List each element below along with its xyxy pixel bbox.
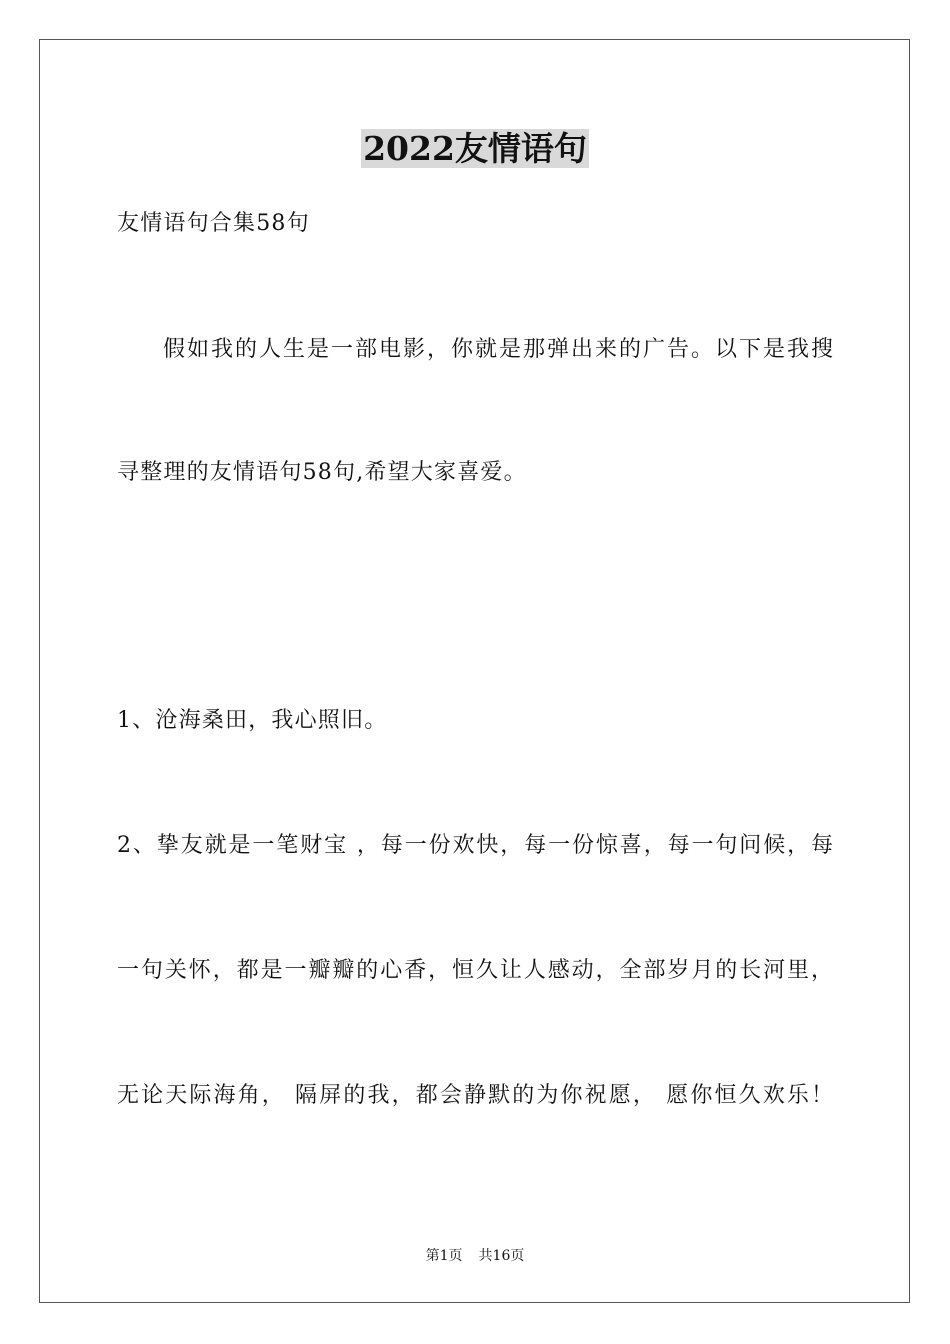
list-item-2-line-3: 无论天际海角， 隔屏的我，都会静默的为你祝愿， 愿你恒久欢乐！ (117, 1083, 833, 1108)
document-title (0, 126, 950, 172)
page-number: 第1页 (425, 1248, 463, 1264)
document-title-text: 2022友情语句 (363, 129, 587, 168)
page-total: 共16页 (478, 1248, 525, 1264)
list-item-1-line-1: 1、沧海桑田，我心照旧。 (117, 708, 388, 733)
page-footer (0, 1246, 950, 1266)
document-subtitle: 友情语句合集58句 (117, 211, 310, 236)
list-item-2-line-1: 2、挚友就是一笔财宝 ，每一份欢快，每一份惊喜，每一句问候，每 (117, 833, 833, 858)
list-item-2-line-2: 一句关怀，都是一瓣瓣的心香，恒久让人感动，全部岁月的长河里， (117, 958, 833, 983)
intro-line-1: 假如我的人生是一部电影，你就是那弹出来的广告。以下是我搜 (163, 337, 833, 362)
intro-line-2: 寻整理的友情语句58句,希望大家喜爱。 (117, 460, 527, 485)
